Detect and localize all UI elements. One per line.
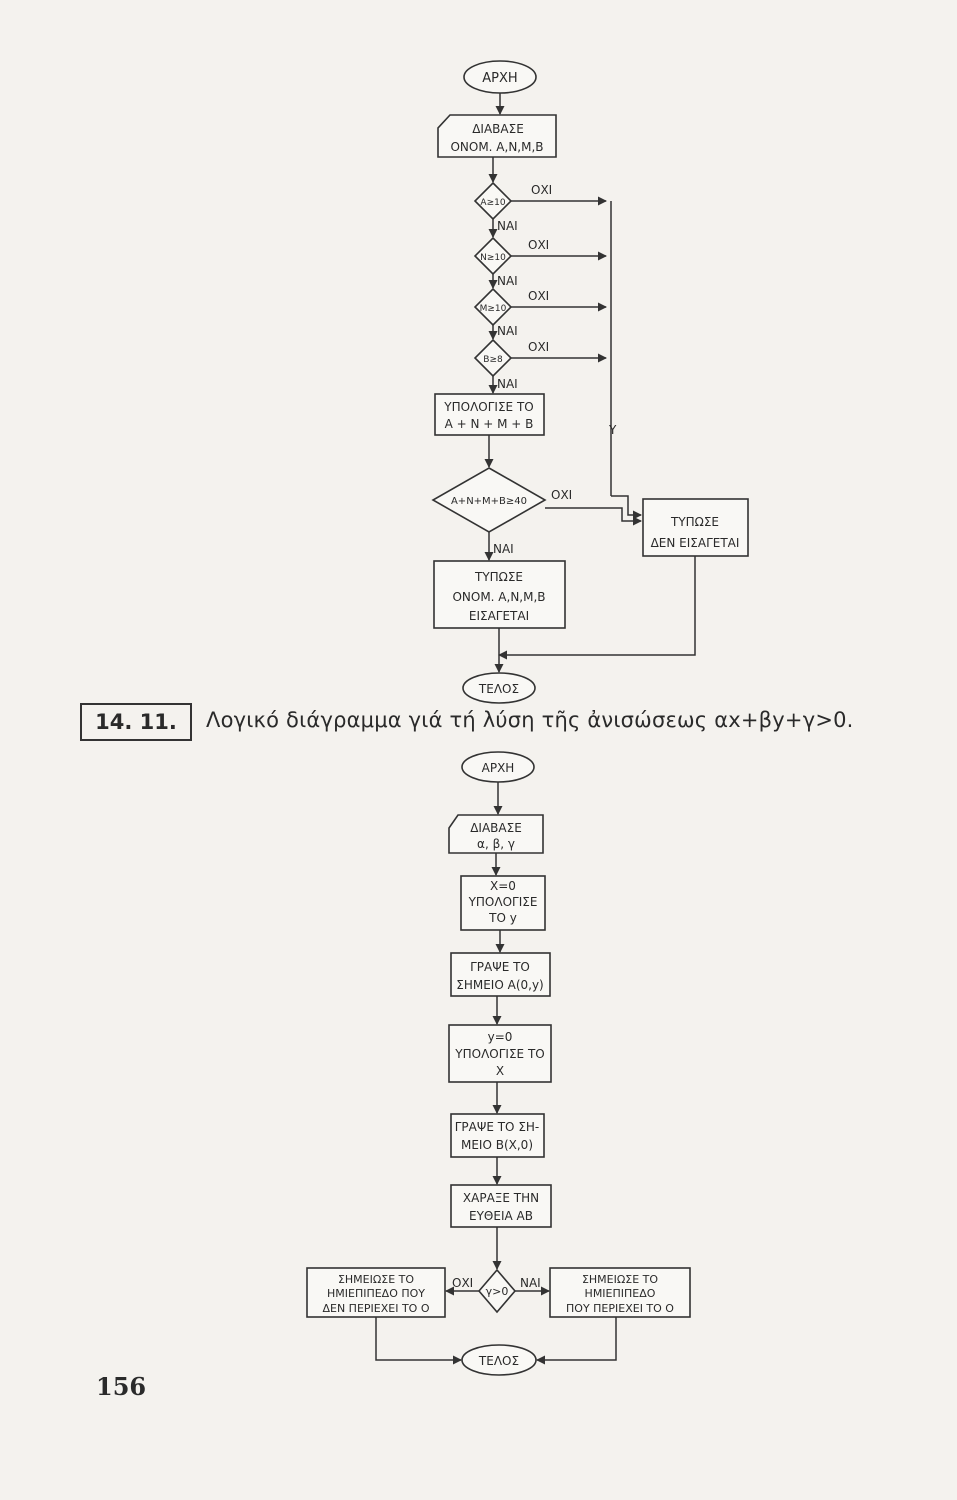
fc2-note-left-label-1: ΣΗΜΕΙΩΣΕ ΤΟ	[337, 1273, 415, 1286]
fc1-sum-no-label: ΟΧΙ	[551, 488, 573, 502]
fc2-x0-label-2: ΥΠΟΛΟΓΙΣΕ	[468, 895, 538, 909]
fc1-print-yes-label-1: ΤΥΠΩΣΕ	[474, 570, 524, 584]
fc2-note-right-label-2: ΗΜΙΕΠΙΠΕΔΟ	[584, 1287, 656, 1300]
fc1-print-yes-label-2: ΟΝΟΜ. Α,Ν,Μ,Β	[452, 590, 546, 604]
fc2-gamma-no-label: ΟΧΙ	[452, 1276, 474, 1290]
fc1-decision-b-label: Β≥8	[483, 355, 503, 365]
fc1-print-yes-label-3: ΕΙΣΑΓΕΤΑΙ	[468, 609, 530, 623]
fc2-y0-label-3: Χ	[495, 1064, 505, 1078]
caption-number: 14. 11.	[80, 703, 192, 741]
fc2-note-right-label-1: ΣΗΜΕΙΩΣΕ ΤΟ	[581, 1273, 659, 1286]
fc1-a-yes-label: ΝΑΙ	[497, 219, 518, 233]
fc2-y0-label-2: ΥΠΟΛΟΓΙΣΕ ΤΟ	[455, 1047, 545, 1061]
fc1-print-no-label-2: ΔΕΝ ΕΙΣΑΓΕΤΑΙ	[650, 536, 740, 550]
fc1-b-no-label: ΟΧΙ	[528, 340, 550, 354]
fc2-draw-label-2: ΕΥΘΕΙΑ ΑΒ	[469, 1209, 533, 1223]
figure-caption	[80, 703, 940, 745]
fc1-decision-m-label: Μ≥10	[479, 304, 507, 314]
fc1-decision-n-label: Ν≥10	[480, 253, 506, 263]
fc2-point-b-label-1: ΓΡΑΨΕ ΤΟ ΣΗ-	[454, 1120, 540, 1134]
fc1-compute-label-2: Α + Ν + Μ + Β	[444, 417, 534, 431]
fc2-point-b-label-2: ΜΕΙΟ Β(Χ,0)	[461, 1138, 533, 1152]
fc1-sum-yes-label: ΝΑΙ	[493, 542, 514, 556]
fc2-note-left-label-3: ΔΕΝ ΠΕΡΙΕΧΕΙ ΤΟ Ο	[322, 1302, 430, 1315]
fc2-point-a-label-1: ΓΡΑΨΕ ΤΟ	[470, 960, 530, 974]
fc1-decision-a-label: Α≥10	[480, 198, 506, 208]
fc1-compute-label-1: ΥΠΟΛΟΓΙΣΕ ΤΟ	[444, 400, 534, 414]
flowchart-1	[433, 61, 748, 703]
fc1-a-no-label: ΟΧΙ	[531, 183, 553, 197]
fc1-m-no-label: ΟΧΙ	[528, 289, 550, 303]
caption-title: Λογικό διάγραμμα γιά τή λύση τῆς ἀνισώσεως αx+βy+γ>0.	[206, 708, 854, 732]
fc1-decision-sum-label: Α+Ν+Μ+Β≥40	[450, 496, 528, 507]
fc2-note-right-label-3: ΠΟΥ ΠΕΡΙΕΧΕΙ ΤΟ Ο	[566, 1302, 674, 1315]
fc2-draw-label-1: ΧΑΡΑΞΕ ΤΗΝ	[462, 1191, 540, 1205]
fc1-start-label: ΑΡΧΗ	[482, 71, 518, 86]
fc2-x0-label-1: Χ=0	[490, 879, 516, 893]
fc2-decision-gamma-label: γ>0	[485, 1285, 509, 1298]
fc1-read-label-2: ΟΝΟΜ. Α,Ν,Μ,Β	[450, 140, 544, 154]
fc2-end-label: ΤΕΛΟΣ	[478, 1354, 520, 1368]
fc1-read-label-1: ΔΙΑΒΑΣΕ	[472, 122, 524, 136]
fc1-n-yes-label: ΝΑΙ	[497, 274, 518, 288]
fc1-end-label: ΤΕΛΟΣ	[478, 682, 520, 696]
flowchart-2	[307, 752, 690, 1375]
fc2-start-label: ΑΡΧΗ	[481, 761, 515, 775]
fc1-b-yes-label: ΝΑΙ	[497, 377, 518, 391]
fc2-read-label-1: ΔΙΑΒΑΣΕ	[470, 821, 522, 835]
fc2-point-a-label-2: ΣΗΜΕΙΟ Α(0,y)	[456, 978, 544, 992]
fc2-x0-label-3: ΤΟ y	[489, 911, 517, 925]
page-number: 156	[96, 1372, 147, 1401]
fc1-print-no-label-1: ΤΥΠΩΣΕ	[670, 515, 720, 529]
fc2-read-label-2: α, β, γ	[477, 837, 515, 851]
fc2-y0-label-1: y=0	[487, 1030, 513, 1044]
fc1-m-yes-label: ΝΑΙ	[497, 324, 518, 338]
fc2-gamma-yes-label: ΝΑΙ	[520, 1276, 541, 1290]
fc1-connector-y: Υ	[609, 423, 617, 437]
fc2-note-left-label-2: ΗΜΙΕΠΙΠΕΔΟ ΠΟΥ	[326, 1287, 426, 1300]
fc1-n-no-label: ΟΧΙ	[528, 238, 550, 252]
